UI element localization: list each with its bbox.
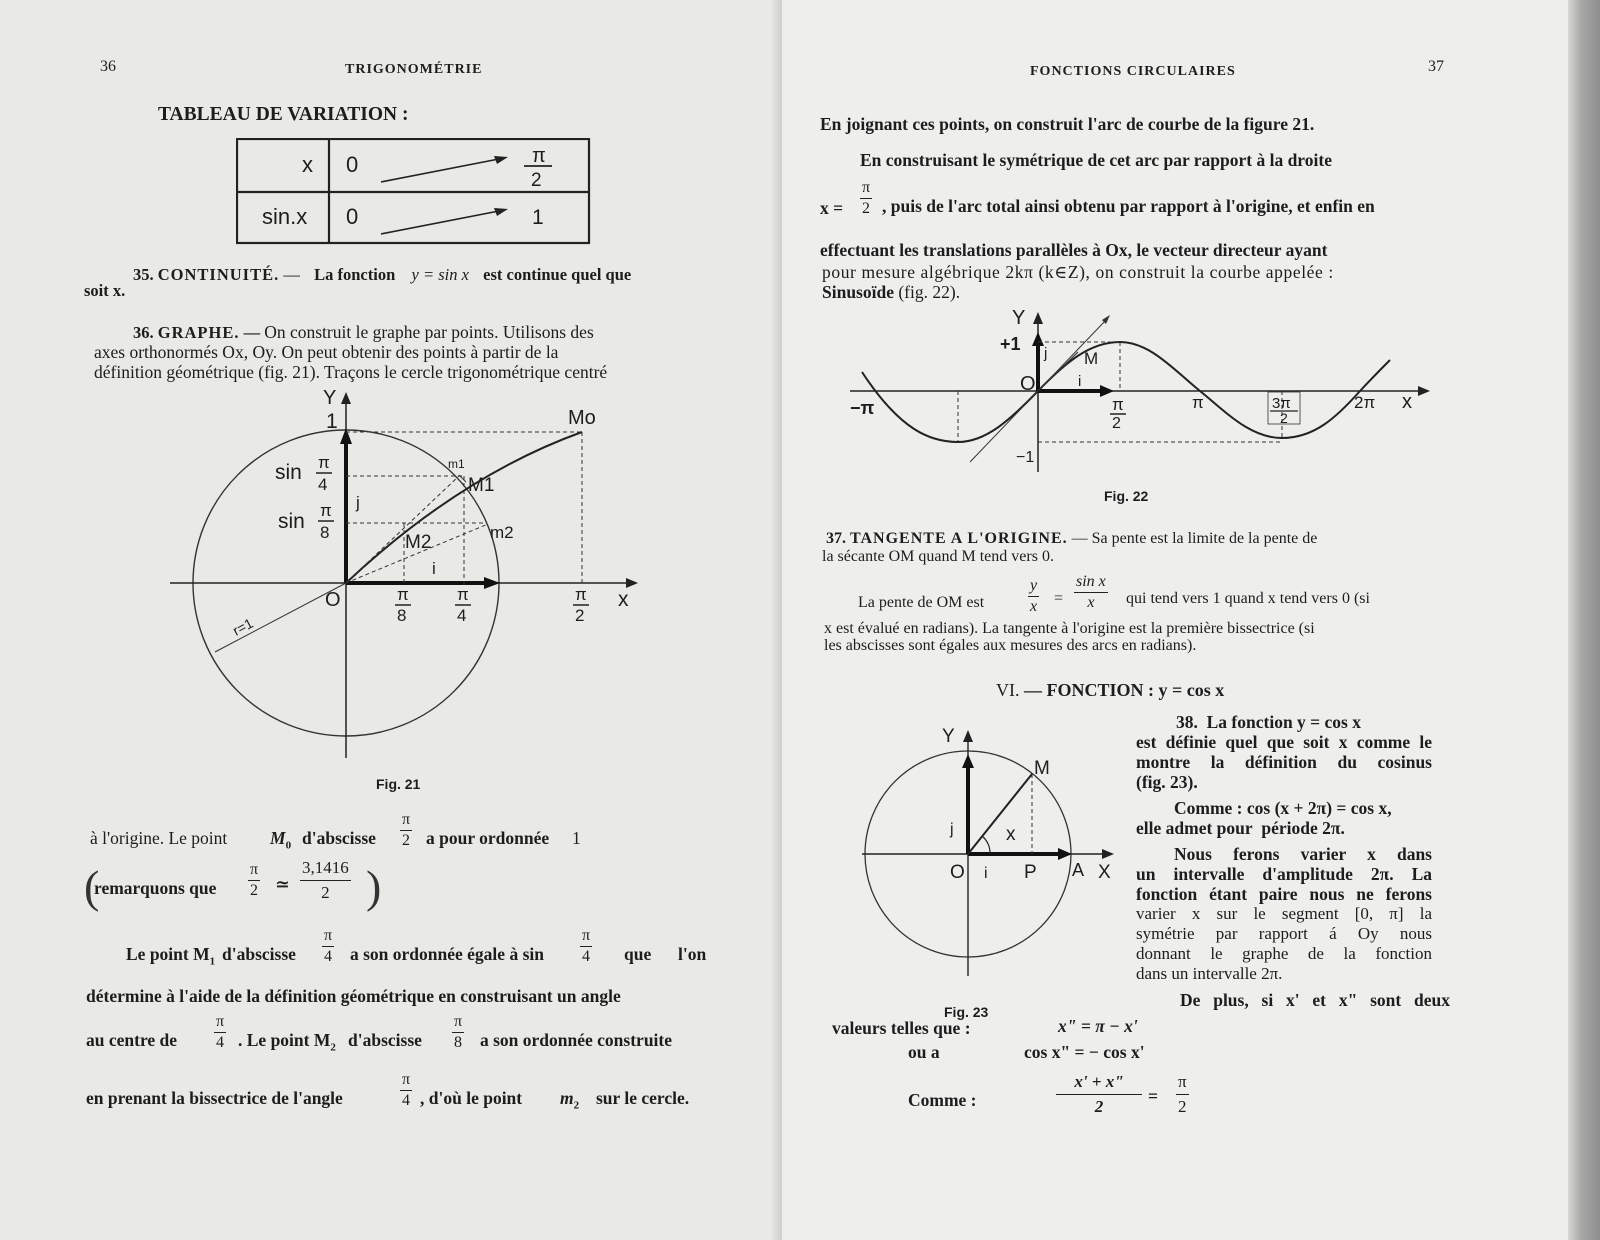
fig21-four1: 4 xyxy=(318,475,328,494)
p4-text: détermine à l'aide de la définition géométrique en construisant un angle xyxy=(86,986,621,1006)
page-number-right: 37 xyxy=(1428,58,1444,75)
p2-approx: ≃ xyxy=(275,874,290,894)
s36-title: GRAPHE. xyxy=(157,323,240,342)
variation-title: TABLEAU DE VARIATION : xyxy=(158,104,409,125)
f23-origin: O xyxy=(950,862,965,883)
s37-line3-a: La pente de OM est xyxy=(858,594,985,611)
fig21-one: 1 xyxy=(326,410,338,433)
s38-line3: montre la définition du cosinus xyxy=(1136,752,1432,772)
table-arrow-1-head xyxy=(494,156,508,164)
f22-origin: O xyxy=(1020,373,1036,395)
p2-frac-num: 3,1416 2 xyxy=(302,858,349,902)
s35-dash: — xyxy=(283,265,300,284)
s37-line5: les abscisses sont égales aux mesures des arcs en radians). xyxy=(824,637,1197,654)
page-number-left: 36 xyxy=(100,58,116,75)
p2-rparen: ) xyxy=(366,861,382,912)
f23-y-arrow xyxy=(963,730,973,742)
s35-text1: La fonction xyxy=(314,265,396,284)
s37-line2: la sécante OM quand M tend vers 0. xyxy=(822,548,1054,565)
fig21-i: i xyxy=(432,559,436,578)
fig21-m1-small: m1 xyxy=(448,457,465,471)
f23-x-angle: x xyxy=(1006,824,1016,845)
f22-y-label: Y xyxy=(1012,307,1026,329)
p3-text-a: Le point $M_1$ xyxy=(126,944,216,968)
p2-lparen: ( xyxy=(84,861,100,912)
p5-dot-text: . Le point $M_2$ xyxy=(238,1030,336,1054)
s37-title: TANGENTE A L'ORIGINE. xyxy=(850,530,1068,547)
p3-text-d: que xyxy=(624,944,652,964)
f22-j: j xyxy=(1044,345,1048,362)
values-label1: valeurs telles que : xyxy=(832,1018,971,1038)
p1-frac: π 2 xyxy=(402,811,411,849)
running-header-right: FONCTIONS CIRCULAIRES xyxy=(1030,64,1236,79)
f23-x-label: X xyxy=(1098,862,1111,883)
p5-frac2: π 8 xyxy=(454,1013,463,1051)
p5-frac1: π 4 xyxy=(216,1013,225,1051)
f23-angle-arc xyxy=(982,836,990,854)
fig21-m2-big: M2 xyxy=(405,532,432,553)
s6-title: FONCTION : xyxy=(1046,680,1154,700)
r-line1: En joignant ces points, on construit l'arc de courbe de la figure 21. xyxy=(820,114,1315,134)
s38-line11: symétrie par rapport á Oy nous xyxy=(1136,924,1432,943)
s35-title: CONTINUITÉ. xyxy=(157,265,280,284)
r-line4: effectuant les translations parallèles à Ox, le vecteur directeur ayant xyxy=(820,240,1328,260)
s37-frac-sinx: sin x x xyxy=(1076,573,1106,611)
f22-pi-half-den: 2 xyxy=(1112,415,1121,432)
s38-line2: est définie quel que soit x comme le xyxy=(1136,732,1432,752)
fig21-sin1: sin xyxy=(275,461,302,484)
variation-table xyxy=(236,138,592,246)
p3-text-b: d'abscisse xyxy=(222,944,296,964)
s36-num: 36. xyxy=(133,323,154,342)
sinusoid-curve xyxy=(862,342,1390,442)
i-vector-head xyxy=(484,577,500,589)
f22-neg-pi: −π xyxy=(850,398,875,418)
p2-frac-pi: π 2 xyxy=(250,861,259,899)
s36-line3: définition géométrique (fig. 21). Traçons le cercle trigonométrique centré xyxy=(94,362,608,382)
p5-text-a: au centre de xyxy=(86,1030,178,1050)
table-sinx-label: sin.x xyxy=(262,204,308,229)
f22-x-arrow xyxy=(1418,386,1430,396)
fig21-origin: O xyxy=(325,589,341,611)
s35-text3: soit x. xyxy=(84,281,126,300)
fig21-m0: Mo xyxy=(568,407,596,429)
s38-line4: (fig. 23). xyxy=(1136,772,1198,792)
f23-j-head xyxy=(962,754,974,768)
s36-line2: axes orthonormés Ox, Oy. On peut obtenir des points à partir de la xyxy=(94,342,559,362)
fig21-sin2: sin xyxy=(278,510,305,533)
table-sinx-start: 0 xyxy=(346,204,359,229)
s38-line1: 38. La fonction y = cos x xyxy=(1176,712,1361,732)
left-page xyxy=(0,0,782,1240)
s38-periode: période 2π. xyxy=(1261,818,1345,838)
s35-expr: y = sin x xyxy=(411,265,469,284)
fig23-caption: Fig. 23 xyxy=(944,1004,989,1020)
fig21-pi2-den: 2 xyxy=(575,606,585,625)
fig21-pi8-num: π xyxy=(397,585,409,604)
p6-text-b: , d'où le point xyxy=(420,1088,523,1108)
r-line5: pour mesure algébrique 2kπ (k∈Z), on construit la courbe appelée : xyxy=(822,262,1334,282)
fig21-pi1: π xyxy=(318,453,330,472)
s37-eq: = xyxy=(1054,590,1064,607)
p6-text-c: sur le cercle. xyxy=(596,1088,690,1108)
f23-y-label: Y xyxy=(942,726,955,747)
f23-i-head xyxy=(1058,848,1072,860)
table-x-end-num: π xyxy=(532,145,546,167)
f22-pi: π xyxy=(1192,393,1204,412)
r-line6: Sinusoïde (fig. 22). xyxy=(822,282,961,302)
s37-line1: 37. TANGENTE A L'ORIGINE. — Sa pente est la limite de la pente de xyxy=(826,530,1318,547)
values-eq1: x" = π − x' xyxy=(1058,1016,1138,1036)
y-axis-arrow xyxy=(341,392,351,404)
f22-x-label: x xyxy=(1402,391,1412,413)
p1-m0: $M_0$ xyxy=(270,828,292,852)
fig21-caption: Fig. 21 xyxy=(376,776,421,792)
section-36-line1 xyxy=(133,322,594,343)
p3-frac1: π 4 xyxy=(324,927,333,965)
p5-text-d: a son ordonnée construite xyxy=(480,1030,673,1050)
values-label3: Comme : xyxy=(908,1090,977,1110)
values-frac1: x' + x" 2 xyxy=(1056,1070,1142,1119)
p1-text-c: a pour ordonnée xyxy=(426,828,550,848)
fig21-y-label: Y xyxy=(323,387,337,409)
fig21-pi2: π xyxy=(320,501,332,520)
f23-a: A xyxy=(1072,860,1085,880)
s36-dash: — xyxy=(243,323,261,342)
section-6-heading: VI. — FONCTION : y = cos x xyxy=(996,680,1225,700)
s35-num: 35. xyxy=(133,265,154,284)
figure-22 xyxy=(840,300,1440,478)
s38-line10: varier x sur le segment [0, π] la xyxy=(1136,904,1432,923)
s38-line6: elle admet pour période 2π. xyxy=(1136,818,1345,838)
fig21-radius: r=1 xyxy=(229,614,256,639)
r-line6-sinusoide: Sinusoïde xyxy=(822,282,894,302)
r-line2: En construisant le symétrique de cet arc par rapport à la droite xyxy=(860,150,1332,170)
f22-3pi2-num: 3π xyxy=(1272,395,1291,412)
figure-21 xyxy=(160,386,660,766)
p3-text-c: a son ordonnée égale à sin xyxy=(350,944,544,964)
s38-line14: De plus, si x' et x" sont deux xyxy=(1180,990,1450,1010)
r-line3-a: x = xyxy=(820,198,844,218)
values-label2: ou a xyxy=(908,1042,940,1062)
fig22-caption: Fig. 22 xyxy=(1104,488,1149,504)
f22-m: M xyxy=(1084,349,1099,368)
table-arrow-2 xyxy=(381,210,504,234)
table-sinx-end: 1 xyxy=(532,206,544,229)
f23-om xyxy=(968,774,1032,854)
s38-line8: un intervalle d'amplitude 2π. La xyxy=(1136,864,1432,884)
s35-text2: est continue quel que xyxy=(483,265,632,284)
f23-i: i xyxy=(984,865,988,882)
table-x-end-den: 2 xyxy=(531,170,542,191)
p3-frac2: π 4 xyxy=(582,927,591,965)
f22-minus-one: −1 xyxy=(1016,449,1035,466)
fig21-j: j xyxy=(356,493,360,512)
fig21-pi4-num: π xyxy=(457,585,469,604)
values-frac2: π 2 xyxy=(1178,1072,1187,1116)
p6-text-a: en prenant la bissectrice de l'angle xyxy=(86,1088,343,1108)
x-axis-arrow xyxy=(626,578,638,588)
table-x-start: 0 xyxy=(346,152,359,177)
r-line3-b: , puis de l'arc total ainsi obtenu par rapport à l'origine, et enfin en xyxy=(882,196,1375,216)
p6-frac: π 4 xyxy=(402,1071,411,1109)
f22-plus-one: +1 xyxy=(1000,334,1021,354)
s37-line4: x est évalué en radians). La tangente à l'origine est la première bissectrice (si xyxy=(824,620,1315,637)
s38-line9: fonction étant paire nous ne ferons xyxy=(1136,884,1432,904)
f23-p: P xyxy=(1024,862,1037,883)
s37-line3-b: qui tend vers 1 quand x tend vers 0 (si xyxy=(1126,590,1370,607)
f23-j: j xyxy=(950,821,954,838)
f22-2pi: 2π xyxy=(1354,393,1376,412)
fig21-pi8-den: 8 xyxy=(397,606,407,625)
s6-expr: y = cos x xyxy=(1158,680,1225,700)
p6-m2: $m_2$ xyxy=(560,1088,580,1112)
s38-line5: Comme : cos (x + 2π) = cos x, xyxy=(1174,798,1392,818)
fig21-m1: M1 xyxy=(468,475,495,496)
s37-frac-yx: y x xyxy=(1030,577,1038,615)
section-35-line1 xyxy=(133,265,631,285)
f23-x-arrow xyxy=(1102,849,1114,859)
p2-text: remarquons que xyxy=(94,878,217,898)
fig21-m2-small: m2 xyxy=(490,523,514,542)
table-arrow-1 xyxy=(381,158,504,182)
fig21-pi2-num: π xyxy=(575,585,587,604)
p1-text-b: d'abscisse xyxy=(302,828,376,848)
f22-3pi2-den: 2 xyxy=(1280,410,1288,426)
s36-line1: On construit le graphe par points. Utilisons des xyxy=(264,322,594,342)
s38-line7: Nous ferons varier x dans xyxy=(1174,844,1432,864)
fig21-x-label: x xyxy=(618,588,629,611)
s38-line12: donnant le graphe de la fonction xyxy=(1136,944,1432,963)
p3-text-e: l'on xyxy=(678,944,707,964)
values-eq-sign: = xyxy=(1148,1086,1158,1106)
f22-y-arrow xyxy=(1033,312,1043,324)
f22-i: i xyxy=(1078,373,1082,390)
p1-one: 1 xyxy=(572,828,581,848)
fig21-eight1: 8 xyxy=(320,523,330,542)
fig21-pi4-den: 4 xyxy=(457,606,467,625)
book-edge xyxy=(1568,0,1600,1240)
s38-line13: dans un intervalle 2π. xyxy=(1136,964,1283,983)
dash-radius-pi4 xyxy=(346,475,460,583)
right-page xyxy=(782,0,1582,1240)
p5-text-c: d'abscisse xyxy=(348,1030,422,1050)
table-arrow-2-head xyxy=(494,208,508,216)
running-header-left: TRIGONOMÉTRIE xyxy=(345,62,483,77)
figure-23 xyxy=(832,718,1132,978)
f22-pi-half-num: π xyxy=(1112,395,1124,414)
p1-text-a: à l'origine. Le point xyxy=(90,828,228,848)
f22-j-head xyxy=(1032,332,1044,346)
f23-m: M xyxy=(1034,758,1050,779)
table-x-label: x xyxy=(302,152,313,177)
r-line3-frac: π 2 xyxy=(862,179,871,217)
values-eq2: cos x" = − cos x' xyxy=(1024,1042,1145,1062)
